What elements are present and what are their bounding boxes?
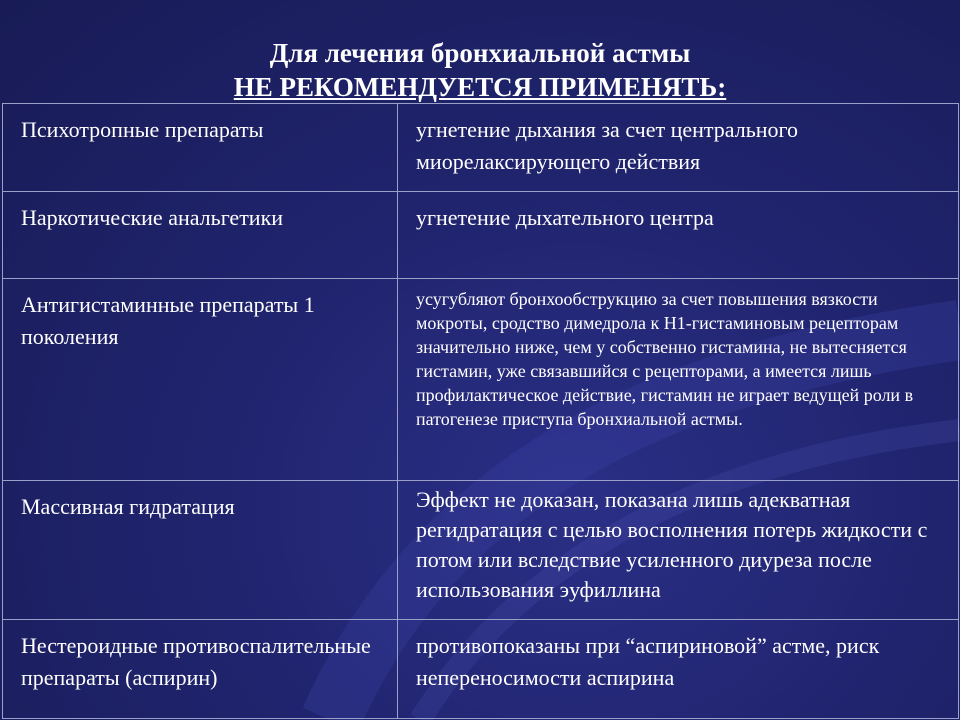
reason-cell: угнетение дыхательного центра [398,192,959,279]
table-row [3,192,959,279]
title-line-2: НЕ РЕКОМЕНДУЕТСЯ ПРИМЕНЯТЬ: [233,72,727,102]
drug-cell: Нестероидные противоспалительные препараты (аспирин) [3,620,398,719]
drug-cell: Психотропные препараты [3,104,398,192]
table-row [3,620,959,719]
table-row [3,279,959,481]
slide-title [0,36,960,104]
drug-cell: Наркотические анальгетики [3,192,398,279]
table-row [3,104,959,192]
reason-cell: Эффект не доказан, показана лишь адекватная регидратация с целью восполнения потерь жидкости с потом или вследствие усиленного диуреза после использования эуфиллина [398,481,959,620]
contraindications-table [2,103,959,719]
reason-cell: угнетение дыхания за счет центрального миорелаксирующего действия [398,104,959,192]
reason-cell: противопоказаны при “аспириновой” астме, риск непереносимости аспирина [398,620,959,719]
reason-cell: усугубляют бронхообструкцию за счет повышения вязкости мокроты, сродство димедрола к Н1-гистаминовым рецепторам значительно ниже, чем у собственно гистамина, не вытесняется гистамин, уже связавшийся с рецепторами, а имеется лишь профилактическое действие, гистамин не играет ведущей роли в патогенезе приступа бронхиальной астмы. [398,279,959,481]
drug-cell: Антигистаминные препараты 1 поколения [3,279,398,481]
table-row [3,481,959,620]
title-line-1: Для лечения бронхиальной астмы [269,38,691,68]
drug-cell: Массивная гидратация [3,481,398,620]
